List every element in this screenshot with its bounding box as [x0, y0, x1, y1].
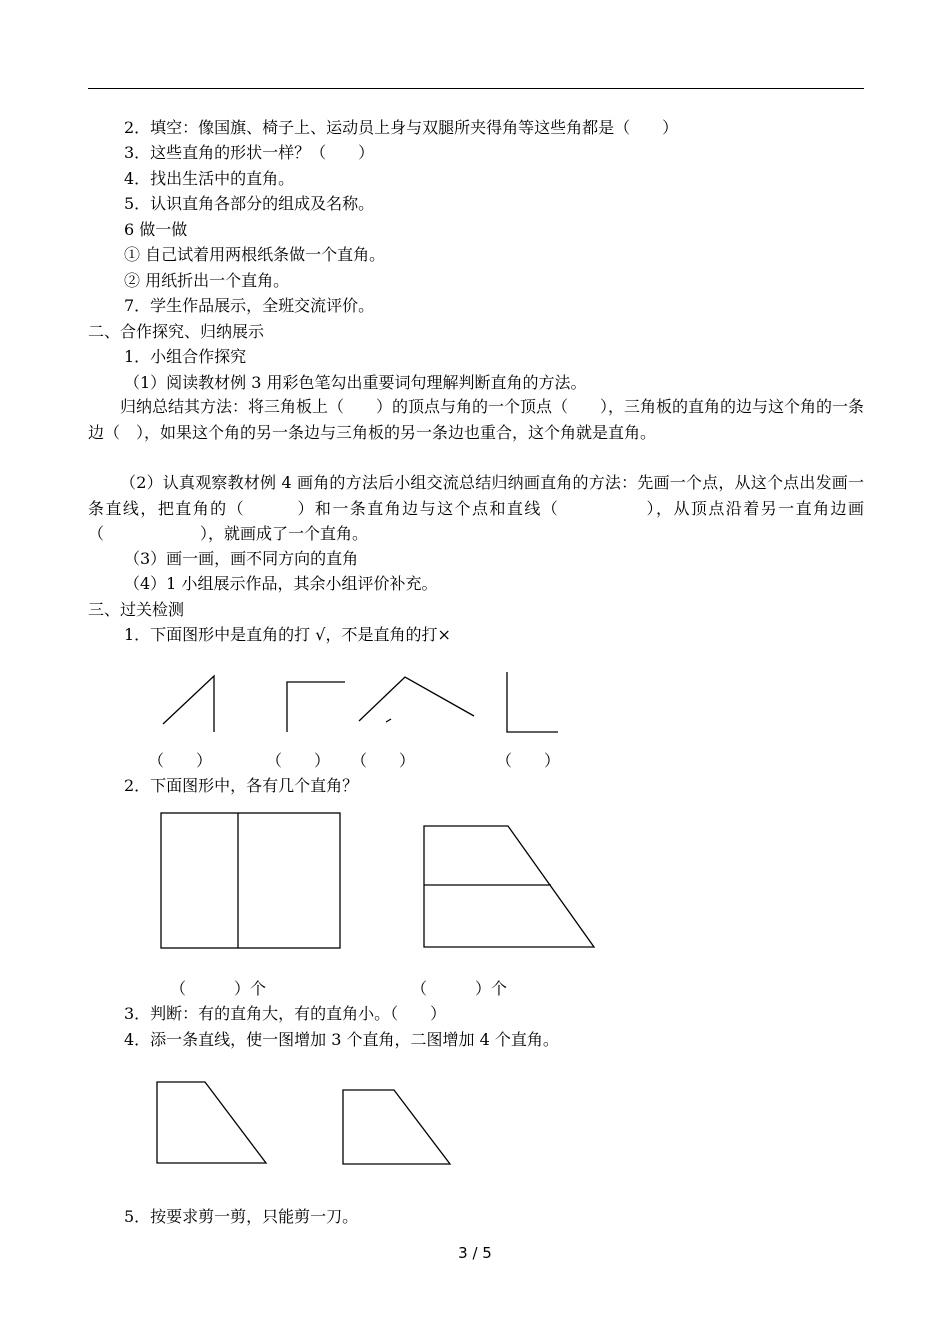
trapezoid-figure-two	[343, 1090, 450, 1164]
t5-instruction: 5．按要求剪一剪，只能剪一刀。	[124, 1207, 359, 1226]
t4-instruction: 4．添一条直线，使一图增加 3 个直角，二图增加 4 个直角。	[124, 1030, 559, 1049]
t2-instruction: 2．下面图形中，各有几个直角？	[124, 776, 359, 795]
q5-angle-parts: 5．认识直角各部分的组成及名称。	[124, 194, 375, 213]
q6-item-a: ① 自己试着用两根纸条做一个直角。	[124, 245, 386, 264]
q3-shape-question: 3．这些直角的形状一样？（ ）	[124, 143, 375, 162]
t1-answer-4: （ ）	[496, 751, 561, 770]
t2-answer-2: （ ）个	[411, 979, 508, 998]
t1-answer-2: （ ）	[266, 751, 331, 770]
angle-figure-2	[287, 682, 345, 732]
trapezoid-figure	[424, 826, 594, 947]
q7-showcase: 7．学生作品展示，全班交流评价。	[124, 296, 375, 315]
t1-answer-1: （ ）	[148, 751, 213, 770]
t1-answer-3: （ ）	[351, 751, 416, 770]
t3-judgement: 3．判断：有的直角大，有的直角小。（ ）	[124, 1004, 447, 1023]
t2-answer-1: （ ）个	[170, 979, 267, 998]
s2-item-3: （3）画一画，画不同方向的直角	[124, 549, 359, 568]
s2-item-1: （1）阅读教材例 3 用彩色笔勾出重要词句理解判断直角的方法。	[124, 373, 587, 392]
q2-fill-blank: 2．填空：像国旗、椅子上、运动员上身与双腿所夹得角等这些角都是（ ）	[124, 118, 679, 137]
rectangle-figure	[161, 813, 340, 948]
s2-item-4: （4）1 小组展示作品，其余小组评价补充。	[124, 574, 438, 593]
page-number: 3 / 5	[458, 1244, 492, 1262]
s2-item-2-paragraph: （2）认真观察教材例 4 画角的方法后小组交流总结归纳画直角的方法：先画一个点，从这个点出发画一条直线，把直角的（ ）和一条直角边与这个点和直线（ ），从顶点沿着另一直角边画（ ），就画成了一个直角。	[88, 473, 864, 543]
s2-group-explore: 1．小组合作探究	[124, 347, 247, 366]
q6-item-b: ② 用纸折出一个直角。	[124, 271, 290, 290]
s2-summary-paragraph: 归纳总结其方法：将三角板上（ ）的顶点与角的一个顶点（ ），三角板的直角的边与这个角的一条边（ ），如果这个角的另一条边与三角板的另一条边也重合，这个角就是直角。	[88, 397, 865, 442]
angle-figure-3	[359, 677, 474, 722]
angle-figure-1	[163, 676, 214, 732]
trapezoid-figure-one	[157, 1082, 266, 1163]
q6-title: 6 做一做	[124, 220, 188, 239]
section-2-heading: 二、合作探究、归纳展示	[88, 322, 265, 341]
q4-find-right-angles: 4．找出生活中的直角。	[124, 169, 295, 188]
section-3-heading: 三、过关检测	[88, 600, 185, 619]
angle-figure-4	[507, 672, 558, 732]
t1-instruction: 1．下面图形中是直角的打 √，不是直角的打×	[124, 625, 451, 644]
